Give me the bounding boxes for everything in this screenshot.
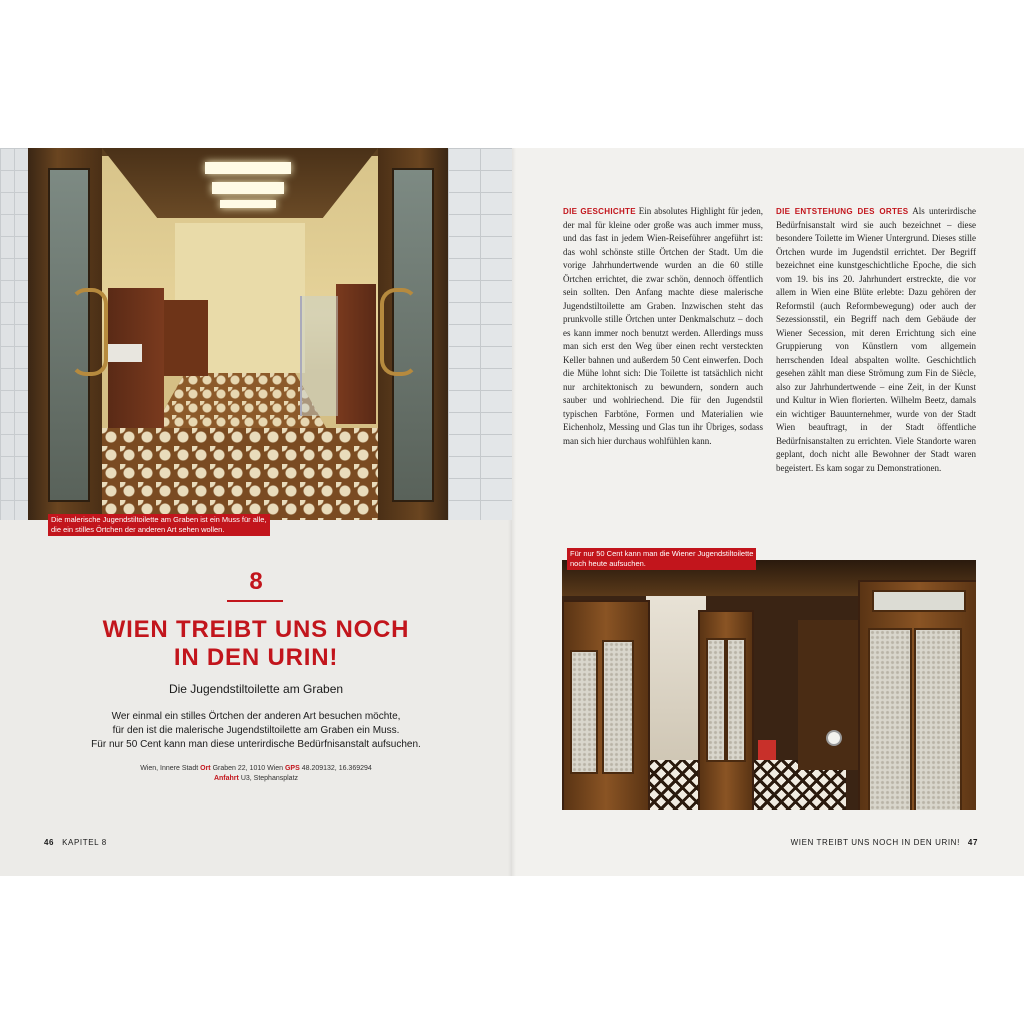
section-body: Ein absolutes Highlight für jeden, der mal für kleine oder große was auch immer muss, und das fast in jedem Wien-Reiseführer angeführt ist: das wohl schönste stille Örtchen der Stadt. Um die vorige Jahrhundertwende wurden an die 60 stille Örtchen errichtet, die zwar schön, dennoch öffentlich sein sollten. Den Anfang machte diese malerische Jugendstiltoilette am Graben. Inzwischen steht das prunkvolle stille Örtchen unter Denkmalschutz – doch es kann immer noch benutzt werden. Allerdings muss man sich erst den Weg über einen recht versteckten Keller bahnen und außerdem 50 Cent einwerfen. Doch die Mühe lohnt sich: Die Toilette ist tatsächlich nicht nur architektonisch zu bewundern, sondern auch sauber und wohlriechend. Die für den Jugendstil typischen Farbtöne, Formen und Materialien wie Eichenholz, Messing und Glas tun ihr Übriges, sodass man sich hier durchaus wohlfühlen kann. <box>563 206 763 446</box>
gps-label: GPS <box>284 765 300 772</box>
toilet-paper-roll <box>826 730 842 746</box>
section-heading: DIE GESCHICHTE <box>563 207 636 216</box>
top-glass <box>872 590 966 612</box>
photo-bucket <box>758 740 776 760</box>
chapter-number: 8 <box>249 568 263 595</box>
frosted-pane <box>570 650 598 774</box>
ort-label: Ort <box>200 765 211 772</box>
photo-wooden-stall <box>164 300 208 376</box>
photo1-caption-line: die ein stilles Örtchen der anderen Art sehen wollen. <box>51 525 225 534</box>
running-head: KAPITEL 8 <box>62 838 107 847</box>
toilet-doors-photo <box>562 560 976 810</box>
anfahrt-label: Anfahrt <box>213 775 239 782</box>
location-info <box>40 764 472 784</box>
book-spread <box>0 148 1024 876</box>
section-heading: DIE ENTSTEHUNG DES ORTES <box>776 207 909 216</box>
frosted-pane <box>868 628 912 810</box>
page-number: 46 <box>44 838 55 847</box>
photo-stall-interior <box>798 620 858 770</box>
photo1-caption <box>48 514 270 536</box>
photo-wall-tiles <box>0 148 28 520</box>
frosted-pane <box>602 640 634 774</box>
ceiling-light <box>212 182 284 194</box>
right-footer <box>791 838 978 847</box>
chapter-title-line: WIEN TREIBT UNS NOCH <box>102 616 410 643</box>
left-footer <box>44 838 107 847</box>
photo-marble-wall <box>646 596 706 766</box>
ort-value: Graben 22, 1010 Wien <box>212 765 284 772</box>
photo-wooden-stall <box>336 284 376 424</box>
corridor-photo <box>0 148 512 520</box>
intro-line: Für nur 50 Cent kann man diese unterirdische Bedürfnisanstalt aufsuchen. <box>91 739 421 750</box>
frosted-pane <box>914 628 962 810</box>
location-district: Wien, Innere Stadt <box>140 765 199 772</box>
photo-sink <box>104 344 142 362</box>
chapter-intro <box>40 710 472 752</box>
gps-value: 48.209132, 16.369294 <box>301 765 372 772</box>
frosted-pane <box>706 638 726 762</box>
frosted-pane <box>726 638 746 762</box>
ceiling-light <box>220 200 276 208</box>
ceiling-light <box>205 162 291 174</box>
photo1-caption-line: Die malerische Jugendstiltoilette am Graben ist ein Muss für alle, <box>51 515 267 524</box>
intro-line: für den ist die malerische Jugendstiltoilette am Graben ein Muss. <box>112 725 400 736</box>
photo-wall-tiles <box>448 148 512 520</box>
chapter-divider <box>227 600 283 602</box>
photo2-caption <box>567 548 756 570</box>
text-column-origin <box>776 205 976 475</box>
running-head: WIEN TREIBT UNS NOCH IN DEN URIN! <box>790 838 960 847</box>
page-number: 47 <box>967 838 978 847</box>
photo2-caption-line: noch heute aufsuchen. <box>570 559 646 568</box>
photo-glass-panel <box>300 296 338 416</box>
photo-tiled-floor-front <box>102 428 378 520</box>
photo2-caption-line: Für nur 50 Cent kann man die Wiener Jugendstiltoilette <box>570 549 754 558</box>
chapter-title-line: IN DEN URIN! <box>173 644 339 671</box>
intro-line: Wer einmal ein stilles Örtchen der anderen Art besuchen möchte, <box>111 711 401 722</box>
text-column-history <box>563 205 763 448</box>
anfahrt-value: U3, Stephansplatz <box>240 775 299 782</box>
section-body: Als unterirdische Bedürfnisanstalt wird sie auch bezeichnet – diese besondere Toilette im Wiener Untergrund. Dieses stille Örtchen wurde im Jugendstil errichtet. Der Begriff bezeichnet eine kunstgeschichtliche Epoche, die sich vom 19. bis ins 20. Jahrhundert erstreckte, die vor allem in Wien eine Blüte erlebte: Dazu gehören der Reformstil (auch Reformbewegung) oder auch der Sezessionsstil, ein Begriff nach dem Gebäude der Wiener Secession, mit deren Errichtung sich eine Gruppierung von Künstlern vom allgemein herrschenden Ideal abspalten wollte. Geschichtlich gesehen zählt man diese Strömung zum Fin de Siècle, also zur Jahrhundertwende – eine Zeit, in der Kunst und Kultur in Wien florierten. Wilhelm Beetz, damals ein wichtiger Bauunternehmer, wurde von der Stadt Wien beauftragt, in der Stadt öffentliche Bedürfnisanstalten zu errichten. Viele Standorte waren geplant, doch nicht alle Bewohner der Stadt waren begeistert. Es kam sogar zu Demonstrationen. <box>776 206 977 473</box>
chapter-title <box>0 616 512 672</box>
brass-handle <box>70 288 108 376</box>
brass-handle <box>380 288 418 376</box>
chapter-subtitle: Die Jugendstiltoilette am Graben <box>168 682 344 696</box>
